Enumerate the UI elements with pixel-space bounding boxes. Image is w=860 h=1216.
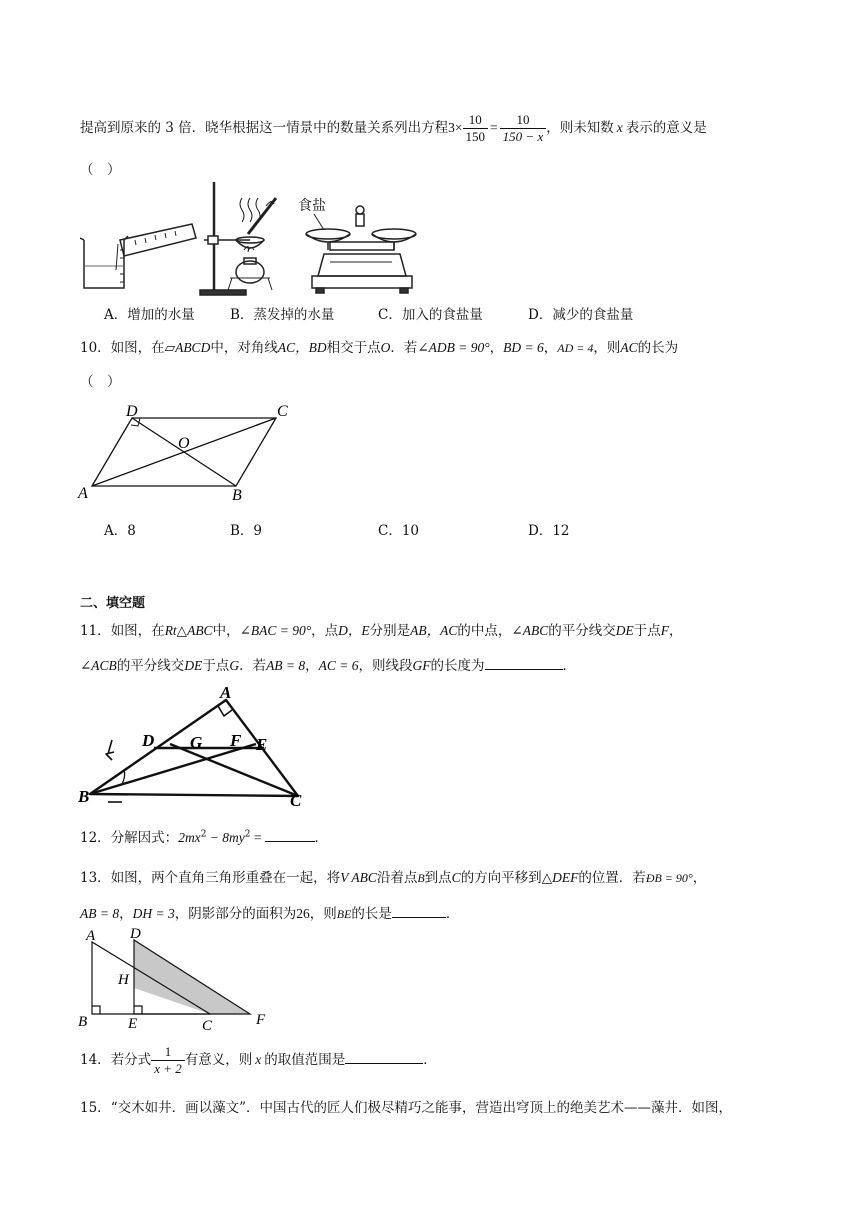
q10-point-o: O [380,340,391,355]
q11-text: ， [305,658,319,674]
q9-stem-line [80,112,707,145]
q13-cond2: AB = 8 [80,906,120,921]
q9-option-b[interactable]: B．蒸发掉的水量 [230,307,335,323]
q12-expr-c: = [250,830,262,845]
q9-var-x: x [616,120,623,135]
q9-fraction-1 [463,112,489,145]
q10-stem-c: 相交于点 [326,340,381,356]
q10-comma2: ， [543,340,558,356]
q13-cond1: ÐB = 90° [645,871,693,885]
q9-figure [80,178,420,298]
q9-paren: （ ） [80,162,121,178]
q10-cond3: AD = 4 [557,341,594,355]
q13-label-c: C [202,1018,213,1034]
q11-text: 的中点， [457,623,512,639]
q14-num: 1 [151,1044,185,1061]
q10-stem-line [80,336,678,356]
q11-text: 的平分线交 [548,623,616,639]
q11-label-b: B [78,787,90,806]
q12-expr-b: − 8my [206,830,245,845]
q11-acb: ∠ACB [80,658,117,673]
q11-f: F [660,623,669,638]
q10-para: ▱ABCD [164,340,211,355]
q11-text: 如图，在 [110,623,165,639]
balance-scale-icon [298,197,416,293]
q13-line2 [80,902,459,922]
q14-stem-b: 有意义，则 [184,1052,253,1068]
q9-frac2-den: 150 − x [502,129,544,144]
q11-label-f: F [230,731,242,750]
q10-option-a[interactable]: A．8 [104,523,136,539]
q11-label-d: D [142,731,155,750]
q10-number: 10． [80,340,111,356]
q11-cond2: AB = 8 [266,658,306,673]
q14-fraction [151,1044,185,1077]
q12-number: 12． [80,830,111,846]
q13-label-e: E [128,1016,138,1032]
q14-x: x [255,1052,262,1067]
q13-text: ，则 [309,906,337,922]
q11-number: 11． [80,623,111,639]
q13-text: ， [692,870,707,886]
q9-option-c[interactable]: C．加入的食盐量 [378,307,483,323]
q10-ac: AC [620,340,638,355]
q13-label-f: F [256,1012,266,1028]
salt-label: 食盐 [298,198,326,214]
q13-cond3: DH = 3 [132,906,175,921]
q9-stem-c: 表示的意义是 [625,120,707,136]
q14-number: 14． [80,1052,111,1068]
q9-option-d[interactable]: D．减少的食盐量 [528,307,634,323]
q12-line [80,826,328,846]
q13-text: 如图，两个直角三角形重叠在一起，将 [110,870,341,886]
q13-area: 26 [296,906,310,921]
q11-text: 分别是 [369,623,411,639]
q13-label-d: D [130,926,141,942]
q10-parallelogram-figure [72,398,302,504]
q14-den: x + 2 [154,1061,182,1076]
q10-label-d: D [126,403,138,420]
q13-text: 到点 [424,870,452,886]
q11-text: ， [668,623,683,639]
q13-text: 的位置．若 [578,870,646,886]
burner-icon [200,182,276,295]
q11-text: ．若 [239,658,267,674]
q11-line1 [80,619,682,639]
q10-option-b[interactable]: B．9 [230,523,263,539]
q14-stem-c: 的取值范围是 [264,1052,346,1068]
q12-sup2: 2 [244,829,251,840]
q13-end: ． [445,906,460,922]
q9-frac1-den: 150 [465,129,486,144]
q11-label-a: A [220,684,232,702]
q13-text: ， [119,906,133,922]
q11-text: 的长度为 [430,658,485,674]
q13-c: C [451,870,461,885]
q10-stem-a: 如图，在 [110,340,165,356]
q11-cond1: ∠BAC = 90° [239,623,312,638]
q13-label-b: B [78,1014,88,1030]
q11-de: D，E [338,623,370,638]
q11-cond3: AC = 6 [318,658,359,673]
q9-option-a[interactable]: A．增加的水量 [104,307,195,323]
q10-label-a: A [78,485,88,502]
q13-label-a: A [86,928,96,944]
q12-sup1: 2 [200,829,207,840]
q10-stem-d: ．若 [390,340,418,356]
q11-text: ，点 [311,623,339,639]
q11-gf: GF [412,658,431,673]
q11-text: ，则线段 [358,658,413,674]
q12-answer-blank[interactable] [265,829,315,842]
q13-triangles-figure [76,926,276,1036]
q11-text: 中， [212,623,240,639]
q14-end: ． [423,1052,437,1068]
q10-stem-e: ，则 [593,340,621,356]
q11-answer-blank[interactable] [485,657,563,670]
q11-rt: Rt△ABC [164,623,213,638]
q9-frac1-num: 10 [463,112,489,129]
q11-label-g: G [190,733,203,752]
q13-be: BE [336,907,352,921]
q9-fraction-2 [500,112,547,145]
q11-abc: ∠ABC [511,623,549,638]
q9-frac2-num: 10 [500,112,547,129]
section-title: 二、填空题 [80,596,146,611]
q9-stem-b: ，则未知数 [546,120,614,136]
q13-answer-blank[interactable] [392,905,446,918]
q11-line2 [80,654,576,674]
q13-text: 的长是 [351,906,392,922]
q9-eq-sign: = [490,120,498,135]
q11-text: 于点 [202,658,230,674]
q15-number: 15． [80,1100,111,1116]
q14-stem-a: 若分式 [110,1052,152,1068]
q10-option-d[interactable]: D．12 [528,523,570,539]
q11-g: G [229,658,240,673]
q12-end: ． [314,830,329,846]
q11-end: ． [562,658,577,674]
q13-b: B [417,871,425,885]
q10-stem-b: 中，对角线 [210,340,278,356]
q13-text: ，阴影部分的面积为 [174,906,297,922]
q11-text: 的平分线交 [116,658,185,674]
q11-label-c: C [290,791,302,810]
q11-triangle-figure [78,684,318,810]
q10-label-b: B [232,487,242,504]
q15-text: “交木如井．画以藻文”．中国古代的匠人们极尽精巧之能事，营造出穹顶上的绝美艺术——藻井．如图， [110,1100,732,1116]
q10-option-c[interactable]: C．10 [378,523,420,539]
q12-expr-a: 2mx [178,830,201,845]
q9-eq-lhs: 3× [448,120,463,135]
q10-comma1: ， [489,340,504,356]
q10-label-c: C [277,403,288,420]
beaker-icon [80,224,196,288]
q13-tri2: △DEF [541,870,579,885]
q9-stem-a: 提高到原来的 3 倍．晓华根据这一情景中的数量关系列出方程 [80,120,449,136]
q13-number: 13． [80,870,111,886]
q11-text: 于点 [633,623,661,639]
q15-line [80,1096,732,1116]
q11-de3: DE [184,658,203,673]
q11-label-e: E [256,735,268,754]
q10-diag: AC，BD [277,340,327,355]
q10-label-o: O [178,435,190,452]
q10-cond2: BD = 6 [503,340,544,355]
q12-stem: 分解因式： [110,830,179,846]
q13-label-h: H [118,972,129,988]
q13-tri1: V ABC [340,870,377,885]
q11-de2: DE [615,623,634,638]
q13-line1 [80,866,706,886]
q10-stem-f: 的长为 [637,340,679,356]
q10-paren: （ ） [80,374,121,390]
q14-answer-blank[interactable] [345,1051,423,1064]
q14-line [80,1044,437,1077]
q13-text: 的方向平移到 [460,870,542,886]
q11-abac: AB，AC [410,623,458,638]
q10-cond1: ∠ADB = 90° [417,340,490,355]
q13-text: 沿着点 [376,870,418,886]
